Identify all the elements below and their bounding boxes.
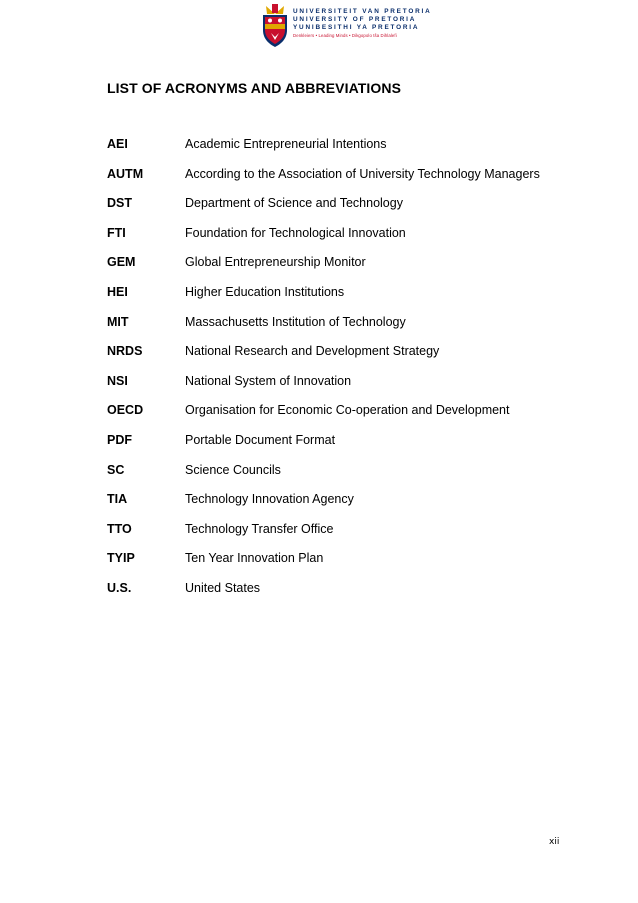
university-name-afrikaans: UNIVERSITEIT VAN PRETORIA	[293, 8, 432, 15]
acronym-term: SC	[107, 462, 125, 477]
acronym-term: TIA	[107, 492, 128, 507]
acronym-definition: Technology Innovation Agency	[185, 492, 354, 507]
acronym-term: HEI	[107, 284, 128, 299]
acronym-term: NRDS	[107, 344, 143, 359]
acronym-definition: United States	[185, 580, 261, 595]
acronym-term: TYIP	[107, 551, 135, 566]
university-crest-icon	[258, 2, 292, 48]
acronym-row	[107, 463, 577, 493]
acronym-row	[107, 433, 577, 463]
acronym-definition: Science Councils	[185, 462, 281, 477]
acronym-definition: Academic Entrepreneurial Intentions	[185, 137, 387, 151]
acronym-term: PDF	[107, 432, 132, 447]
acronym-definition: Department of Science and Technology	[185, 196, 403, 211]
acronym-term: OECD	[107, 403, 144, 418]
page-number: xii	[549, 837, 560, 847]
acronym-term: DST	[107, 196, 132, 211]
acronym-term: U.S.	[107, 580, 132, 595]
university-name	[293, 8, 432, 39]
acronym-term: NSI	[107, 373, 128, 388]
acronym-definition: Organisation for Economic Co-operation and Development	[185, 403, 510, 418]
acronym-row	[107, 522, 577, 552]
acronym-definition: Ten Year Innovation Plan	[185, 551, 324, 566]
acronym-row	[107, 226, 577, 256]
acronym-term: AEI	[107, 137, 128, 151]
acronym-row	[107, 315, 577, 345]
acronym-row	[107, 551, 577, 581]
acronym-row	[107, 196, 577, 226]
acronym-definition: National Research and Development Strategy	[185, 344, 440, 359]
university-name-sepedi: YUNIBESITHI YA PRETORIA	[293, 24, 420, 31]
acronym-list	[107, 137, 577, 611]
acronym-row	[107, 255, 577, 285]
acronym-definition: According to the Association of University Technology Managers	[185, 166, 540, 181]
acronym-term: AUTM	[107, 166, 144, 181]
acronym-definition: Technology Transfer Office	[185, 521, 334, 536]
page-title: LIST OF ACRONYMS AND ABBREVIATIONS	[107, 80, 402, 96]
acronym-definition: Foundation for Technological Innovation	[185, 225, 406, 240]
acronym-row	[107, 285, 577, 315]
acronym-row	[107, 374, 577, 404]
university-header	[258, 2, 432, 50]
acronym-definition: Massachusetts Institution of Technology	[185, 314, 406, 329]
university-motto: Denkleiers • Leading Minds • Dikgopolo tša Dihlalefi	[293, 33, 397, 38]
acronym-definition: Global Entrepreneurship Monitor	[185, 255, 366, 270]
acronym-definition: National System of Innovation	[185, 373, 352, 388]
acronym-term: FTI	[107, 225, 126, 240]
acronym-term: MIT	[107, 314, 129, 329]
university-name-english: UNIVERSITY OF PRETORIA	[293, 16, 417, 23]
acronym-term: GEM	[107, 255, 136, 270]
acronym-definition: Higher Education Institutions	[185, 284, 345, 299]
acronym-definition: Portable Document Format	[185, 432, 336, 447]
acronym-row	[107, 137, 577, 167]
acronym-row	[107, 492, 577, 522]
acronym-row	[107, 581, 577, 611]
acronym-row	[107, 344, 577, 374]
acronym-row	[107, 403, 577, 433]
acronym-term: TTO	[107, 521, 132, 536]
acronym-row	[107, 167, 577, 197]
